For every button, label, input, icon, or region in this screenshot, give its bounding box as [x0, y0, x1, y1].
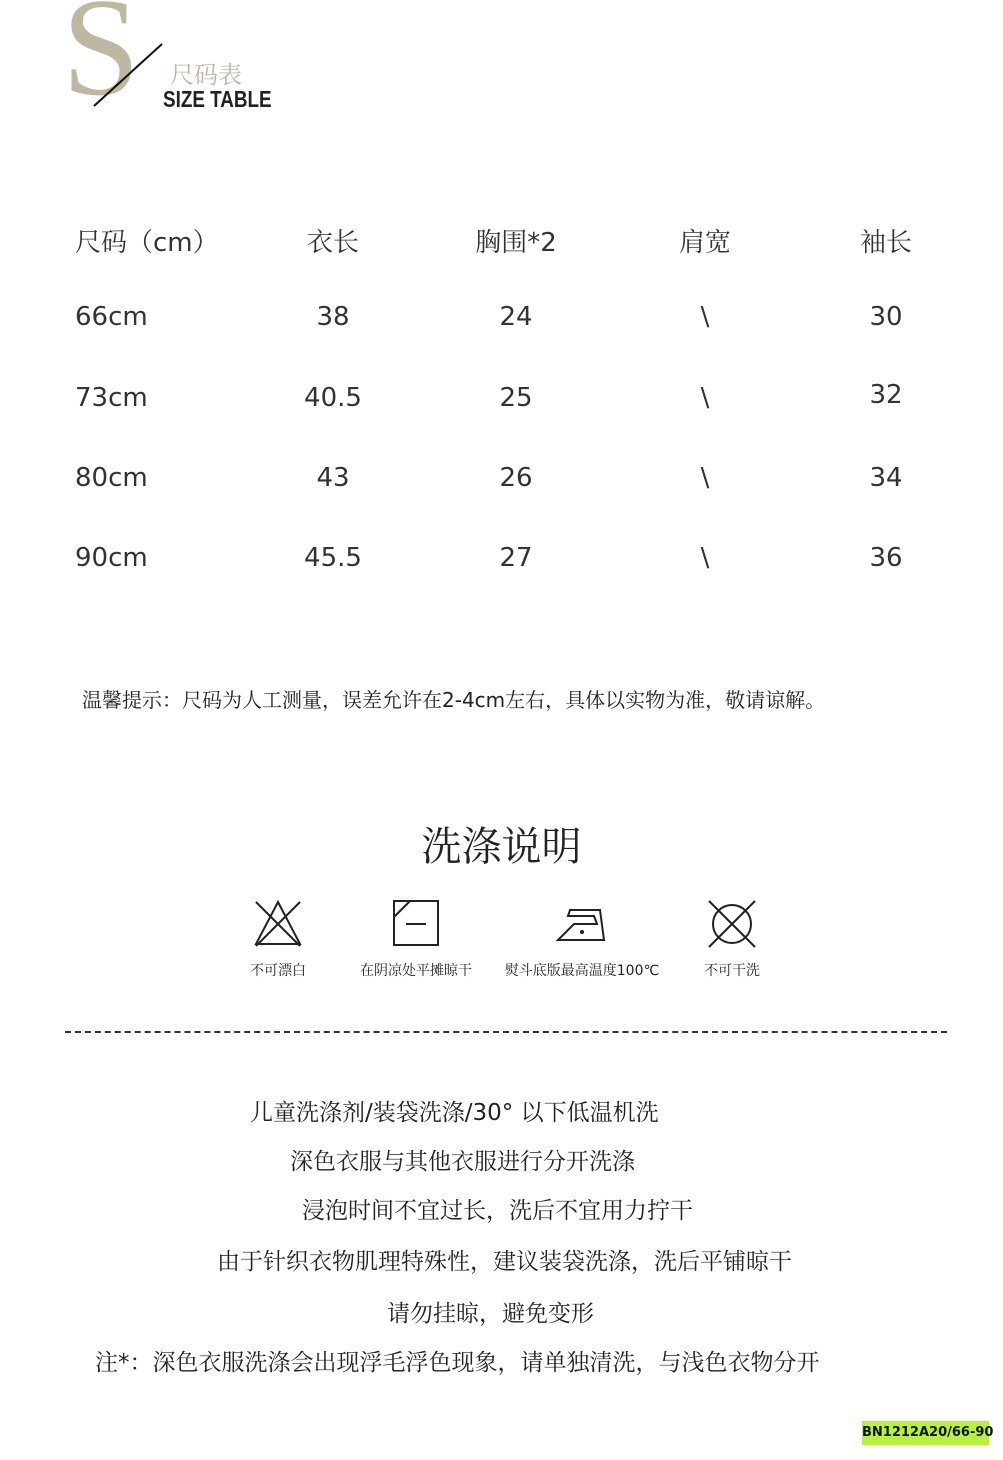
- instruction-line: 由于针织衣物肌理特殊性，建议装袋洗涤，洗后平铺晾干: [217, 1249, 792, 1275]
- table-cell: \: [700, 463, 710, 493]
- table-cell: \: [700, 302, 710, 332]
- no-dry-clean-icon: [706, 898, 758, 950]
- table-cell: 34: [869, 463, 903, 493]
- table-cell: 38: [316, 302, 350, 332]
- no-bleach-label: 不可漂白: [250, 963, 306, 979]
- product-code-badge: BN1212A20/66-90: [862, 1421, 989, 1445]
- instruction-note: 注*：深色衣服洗涤会出现浮毛浮色现象，请单独清洗，与浅色衣物分开: [95, 1350, 820, 1376]
- dashed-divider: [65, 1031, 947, 1033]
- table-cell: 24: [499, 302, 533, 332]
- size-table-title-cn: 尺码表: [170, 61, 242, 89]
- measurement-tip: 温馨提示：尺码为人工测量，误差允许在2-4cm左右，具体以实物为准，敬请谅解。: [82, 688, 826, 712]
- table-header-cell: 肩宽: [678, 228, 732, 258]
- table-cell: 26: [499, 463, 533, 493]
- iron-low-label: 熨斗底版最高温度100℃: [504, 963, 660, 979]
- no-dry-clean-label: 不可干洗: [704, 963, 760, 979]
- table-header-cell: 胸围*2: [475, 228, 557, 258]
- table-header-cell: 衣长: [306, 228, 360, 258]
- table-cell: 32: [869, 380, 903, 410]
- no-bleach-icon: [252, 898, 304, 948]
- table-cell: 36: [869, 543, 903, 573]
- table-cell: 40.5: [304, 383, 362, 413]
- table-cell: 90cm: [75, 543, 148, 573]
- table-header-cell: 袖长: [859, 228, 913, 258]
- table-cell: 73cm: [75, 383, 148, 413]
- table-cell: \: [700, 383, 710, 413]
- iron-low-icon: [554, 898, 610, 948]
- table-cell: 30: [869, 302, 903, 332]
- dry-flat-shade-label: 在阴凉处平摊晾干: [360, 963, 472, 979]
- table-header-cell: 尺码（cm）: [75, 228, 219, 258]
- instruction-line: 深色衣服与其他衣服进行分开洗涤: [290, 1149, 635, 1175]
- instruction-line: 儿童洗涤剂/装袋洗涤/30° 以下低温机洗: [250, 1100, 659, 1126]
- instruction-line: 请勿挂晾，避免变形: [387, 1301, 594, 1327]
- table-cell: \: [700, 543, 710, 573]
- size-table-title-en: SIZE TABLE: [163, 86, 272, 112]
- table-cell: 25: [499, 383, 533, 413]
- size-letter-logo: S: [62, 0, 140, 125]
- slash-line-icon: [90, 40, 170, 110]
- table-cell: 45.5: [304, 543, 362, 573]
- dry-flat-shade-icon: [390, 898, 442, 948]
- table-cell: 43: [316, 463, 350, 493]
- table-cell: 66cm: [75, 302, 148, 332]
- instruction-line: 浸泡时间不宜过长，洗后不宜用力拧干: [302, 1198, 693, 1224]
- table-cell: 80cm: [75, 463, 148, 493]
- wash-title: 洗涤说明: [421, 824, 582, 870]
- table-cell: 27: [499, 543, 533, 573]
